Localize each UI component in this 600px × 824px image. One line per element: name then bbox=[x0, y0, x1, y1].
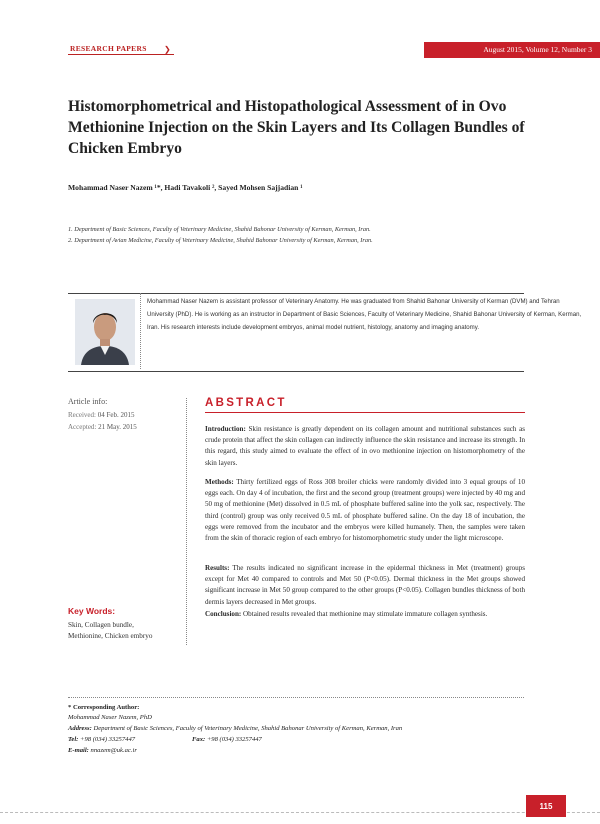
tel-label: Tel: bbox=[68, 736, 79, 743]
results-label: Results: bbox=[205, 564, 230, 572]
section-label: RESEARCH PAPERS bbox=[70, 44, 147, 53]
bio-bottom-rule bbox=[68, 371, 524, 372]
introduction-text: Skin resistance is greatly dependent on its collagen amount and nutritional substances such as crude protein that affect the skin collagen can indirectly influence the skin resistance and increase its strength. In this regard, this study aimed to evaluate the effect of in ovo methionine injection on histomorphometry of the skin layers. bbox=[205, 425, 525, 467]
accepted-label: Accepted: bbox=[68, 423, 97, 431]
corresponding-email bbox=[68, 747, 137, 754]
results-text: The results indicated no significant increase in the epidermal thickness in Met (treatment) groups except for Met 40 compared to controls and Met 50 (P<0.05). Dermal thickness in the Met groups showed significant increase in Met 50 group compared to the other groups (P<0.05). Collagen bundles thickness of both dermis layers decreased in Met groups. bbox=[205, 564, 525, 606]
bio-divider bbox=[140, 293, 142, 369]
column-divider bbox=[186, 398, 187, 645]
author-list: Mohammad Naser Nazem ¹*, Hadi Tavakoli ², Sayed Mohsen Sajjadian ¹ bbox=[68, 183, 303, 192]
affiliation-1: 1. Department of Basic Sciences, Faculty of Veterinary Medicine, Shahid Bahonar University of Kerman, Kerman, Iran. bbox=[68, 226, 371, 233]
abstract-rule bbox=[205, 412, 525, 413]
abstract-heading: ABSTRACT bbox=[205, 397, 287, 409]
section-rule bbox=[68, 54, 174, 55]
conclusion-text: Obtained results revealed that methionine may stimulate immature collagen synthesis. bbox=[243, 610, 488, 618]
section-label-block bbox=[68, 44, 174, 58]
author-bio-box bbox=[68, 293, 582, 373]
accepted-date: 21 May. 2015 bbox=[98, 423, 137, 431]
address-text: Department of Basic Sciences, Faculty of Veterinary Medicine, Shahid Bahonar University of Kerman, Kerman, Iran bbox=[93, 725, 403, 732]
corresponding-address bbox=[68, 725, 528, 732]
conclusion-label: Conclusion: bbox=[205, 610, 242, 618]
abstract-methods bbox=[205, 477, 525, 544]
tel-number: +98 (034) 33257447 bbox=[80, 736, 136, 743]
methods-label: Methods: bbox=[205, 478, 234, 486]
article-info-heading: Article info: bbox=[68, 397, 108, 406]
issue-banner bbox=[424, 42, 600, 58]
keywords-line-1: Skin, Collagen bundle, bbox=[68, 621, 134, 629]
footer-rule bbox=[0, 812, 600, 813]
abstract-conclusion bbox=[205, 609, 525, 620]
received-row bbox=[68, 411, 135, 419]
introduction-label: Introduction: bbox=[205, 425, 246, 433]
address-label: Address: bbox=[68, 725, 92, 732]
corresponding-heading: * Corresponding Author: bbox=[68, 704, 140, 711]
fax-number: +98 (034) 33257447 bbox=[206, 736, 262, 743]
corresponding-rule bbox=[68, 697, 524, 698]
fax-label: Fax: bbox=[192, 736, 206, 743]
keywords-line-2: Methionine, Chicken embryo bbox=[68, 632, 153, 640]
corresponding-fax bbox=[192, 736, 262, 743]
keywords-heading: Key Words: bbox=[68, 606, 116, 616]
corresponding-tel bbox=[68, 736, 135, 743]
received-date: 04 Feb. 2015 bbox=[97, 411, 135, 419]
accepted-row bbox=[68, 423, 137, 431]
author-bio-text: Mohammad Naser Nazem is assistant professor of Veterinary Anatomy. He was graduated from Shahid Bahonar University of Kerman (DVM) and Tehran University (PhD). He is working as an instructor in Department of Basic Sciences, Faculty of Veterinary Medicine, Shahid Bahonar University of Kerman, Kerman, Iran. His research interests include development embryos, animal model nutrient, histology, anatomy and imaging anatomy. bbox=[147, 298, 582, 331]
affiliation-2: 2. Department of Avian Medicine, Faculty of Veterinary Medicine, Shahid Bahonar University of Kerman, Kerman, Iran. bbox=[68, 237, 373, 244]
email-label: E-mail: bbox=[68, 747, 89, 754]
received-label: Received: bbox=[68, 411, 96, 419]
issue-label: August 2015, Volume 12, Number 3 bbox=[483, 45, 592, 54]
chevron-right-icon: ❯ bbox=[164, 45, 171, 54]
page-number: 115 bbox=[526, 795, 566, 817]
email-address: nnazem@uk.ac.ir bbox=[90, 747, 137, 754]
abstract-introduction bbox=[205, 424, 525, 469]
methods-text: Thirty fertilized eggs of Ross 308 broiler chicks were randomly divided into 3 equal groups of 10 eggs each. On day 4 of incubation, the first and the second group (treatment groups) were injected by 40 mg and 50 mg of methionine (Met) dissolved in 0.5 mL of phosphate buffered saline into the yolk sac, respectively. The third (control) group was only received 0.5 mL of phosphate buffered saline. On the day 18 of incubation, the eggs were removed from the incubator and the embryos were killed humanely. Then, the samples were taken from the skin of thoracic region of each embryo for histomorphometric study under the light microscope. bbox=[205, 478, 525, 543]
paper-title: Histomorphometrical and Histopathological Assessment of in Ovo Methionine Injection on the Skin Layers and Its Collagen Bundles of Chicken Embryo bbox=[68, 98, 525, 157]
abstract-results bbox=[205, 563, 525, 608]
bio-top-rule bbox=[68, 293, 524, 294]
corresponding-name: Mohammad Naser Nazem, PhD bbox=[68, 714, 152, 721]
author-photo bbox=[75, 299, 135, 365]
